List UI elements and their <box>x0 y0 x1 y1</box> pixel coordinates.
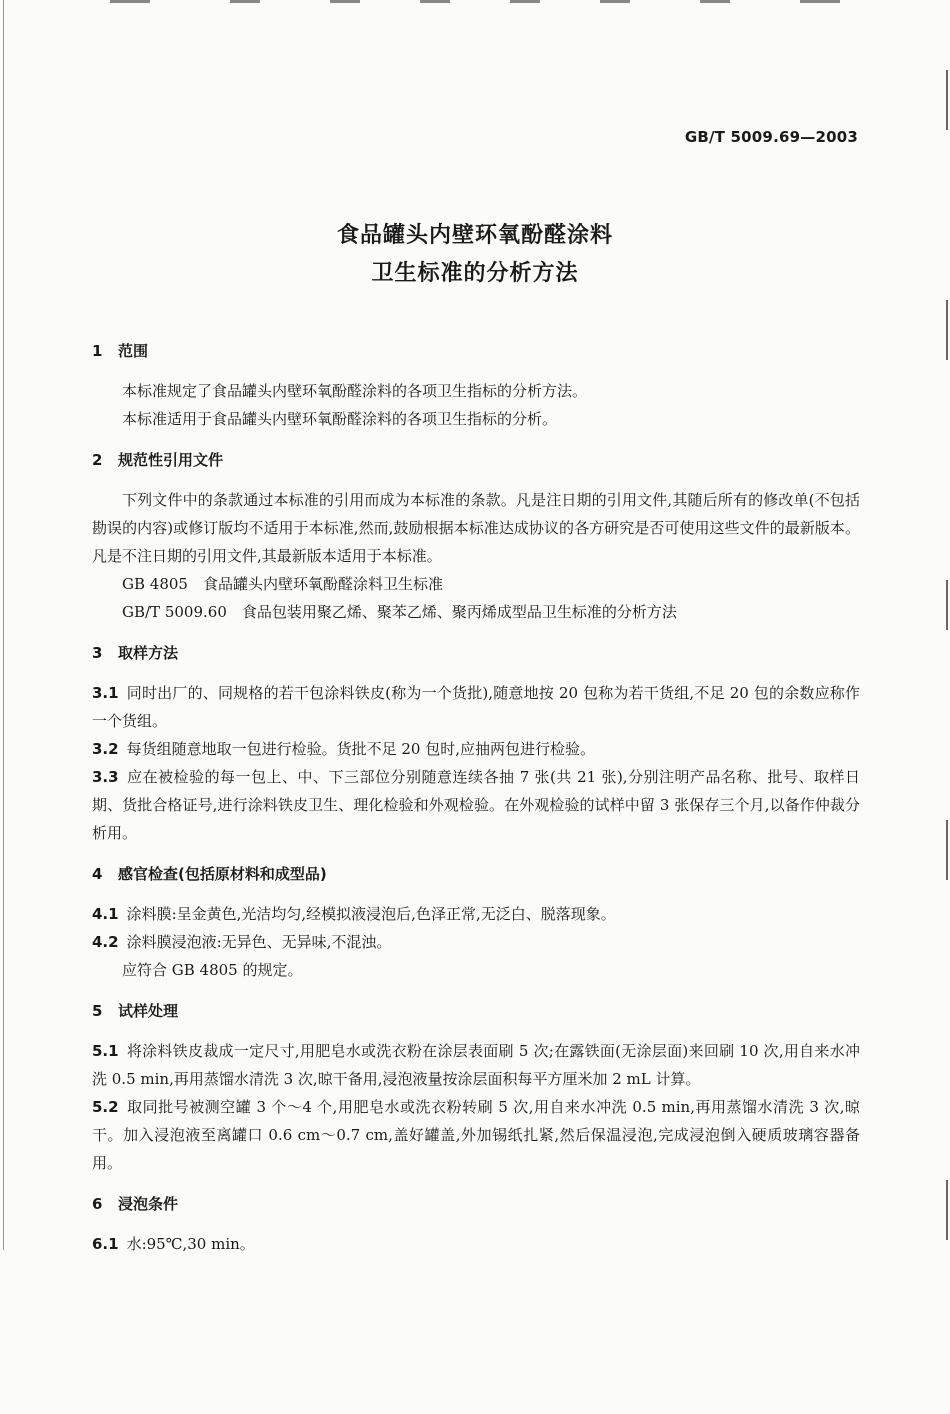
paragraph: 本标准适用于食品罐头内壁环氧酚醛涂料的各项卫生指标的分析。 <box>122 410 558 428</box>
scan-mark <box>800 0 840 3</box>
scan-edge <box>946 300 948 360</box>
scan-mark <box>110 0 150 3</box>
scan-edge <box>946 580 948 630</box>
standard-code: GB/T 5009.69—2003 <box>684 128 858 146</box>
clause-note: 应符合 GB 4805 的规定。 <box>122 961 303 979</box>
section-heading: 5 试样处理 <box>92 1002 179 1020</box>
reference-item: GB 4805 食品罐头内壁环氧酚醛涂料卫生标准 <box>122 575 443 593</box>
clause: 3.1 同时出厂的、同规格的若干包涂料铁皮(称为一个货批),随意地按 20 包称为若干货组,不足 20 包的余数应称作一个货组。 <box>92 684 860 730</box>
clause: 3.2 每货组随意地取一包进行检验。货批不足 20 包时,应抽两包进行检验。 <box>92 740 595 758</box>
scan-mark <box>230 0 260 3</box>
reference-item: GB/T 5009.60 食品包装用聚乙烯、聚苯乙烯、聚丙烯成型品卫生标准的分析方法 <box>122 603 677 621</box>
clause: 6.1 水:95℃,30 min。 <box>92 1235 255 1253</box>
paragraph: 下列文件中的条款通过本标准的引用而成为本标准的条款。凡是注日期的引用文件,其随后所有的修改单(不包括勘误的内容)或修订版均不适用于本标准,然而,鼓励根据本标准达成协议的各方研究是否可使用这些文件的最新版本。凡是不注日期的引用文件,其最新版本适用于本标准。 <box>92 491 860 565</box>
paragraph: 本标准规定了食品罐头内壁环氧酚醛涂料的各项卫生指标的分析方法。 <box>122 382 588 400</box>
scan-edge <box>946 820 948 880</box>
clause: 3.3 应在被检验的每一包上、中、下三部位分别随意连续各抽 7 张(共 21 张),分别注明产品名称、批号、取样日期、货批合格证号,进行涂料铁皮卫生、理化检验和外观检验。在外观检验的试样中留 3 张保存三个月,以备作仲裁分析用。 <box>92 768 860 842</box>
clause: 4.1 涂料膜:呈金黄色,光洁均匀,经模拟液浸泡后,色泽正常,无泛白、脱落现象。 <box>92 905 616 923</box>
clause: 5.2 取同批号被测空罐 3 个～4 个,用肥皂水或洗衣粉转刷 5 次,用自来水冲洗 0.5 min,再用蒸馏水清洗 3 次,晾干。加入浸泡液至离罐口 0.6 cm～0.7 cm,盖好罐盖,外加锡纸扎紧,然后保温浸泡,完成浸泡倒入硬质玻璃容器备用。 <box>92 1098 860 1172</box>
document-title-line1: 食品罐头内壁环氧酚醛涂料 <box>336 223 613 248</box>
section-heading: 4 感官检查(包括原材料和成型品) <box>92 865 327 883</box>
scan-edge <box>3 0 4 1250</box>
scan-edge <box>946 1180 948 1240</box>
clause: 4.2 涂料膜浸泡液:无异色、无异味,不混浊。 <box>92 933 392 951</box>
section-heading: 1 范围 <box>92 342 149 360</box>
section-heading: 6 浸泡条件 <box>92 1195 179 1213</box>
section-heading: 3 取样方法 <box>92 644 179 662</box>
scan-edge <box>946 70 948 130</box>
scan-mark <box>600 0 630 3</box>
clause: 5.1 将涂料铁皮裁成一定尺寸,用肥皂水或洗衣粉在涂层表面刷 5 次;在露铁面(无涂层面)来回刷 10 次,用自来水冲洗 0.5 min,再用蒸馏水清洗 3 次,晾干备用,浸泡液量按涂层面积每平方厘米加 2 mL 计算。 <box>92 1042 860 1088</box>
scan-mark <box>420 0 450 3</box>
scan-mark <box>510 0 540 3</box>
section-heading: 2 规范性引用文件 <box>92 451 224 469</box>
document-title-line2: 卫生标准的分析方法 <box>371 261 579 286</box>
document-body <box>92 340 860 1258</box>
scan-mark <box>330 0 360 3</box>
scan-mark <box>700 0 730 3</box>
